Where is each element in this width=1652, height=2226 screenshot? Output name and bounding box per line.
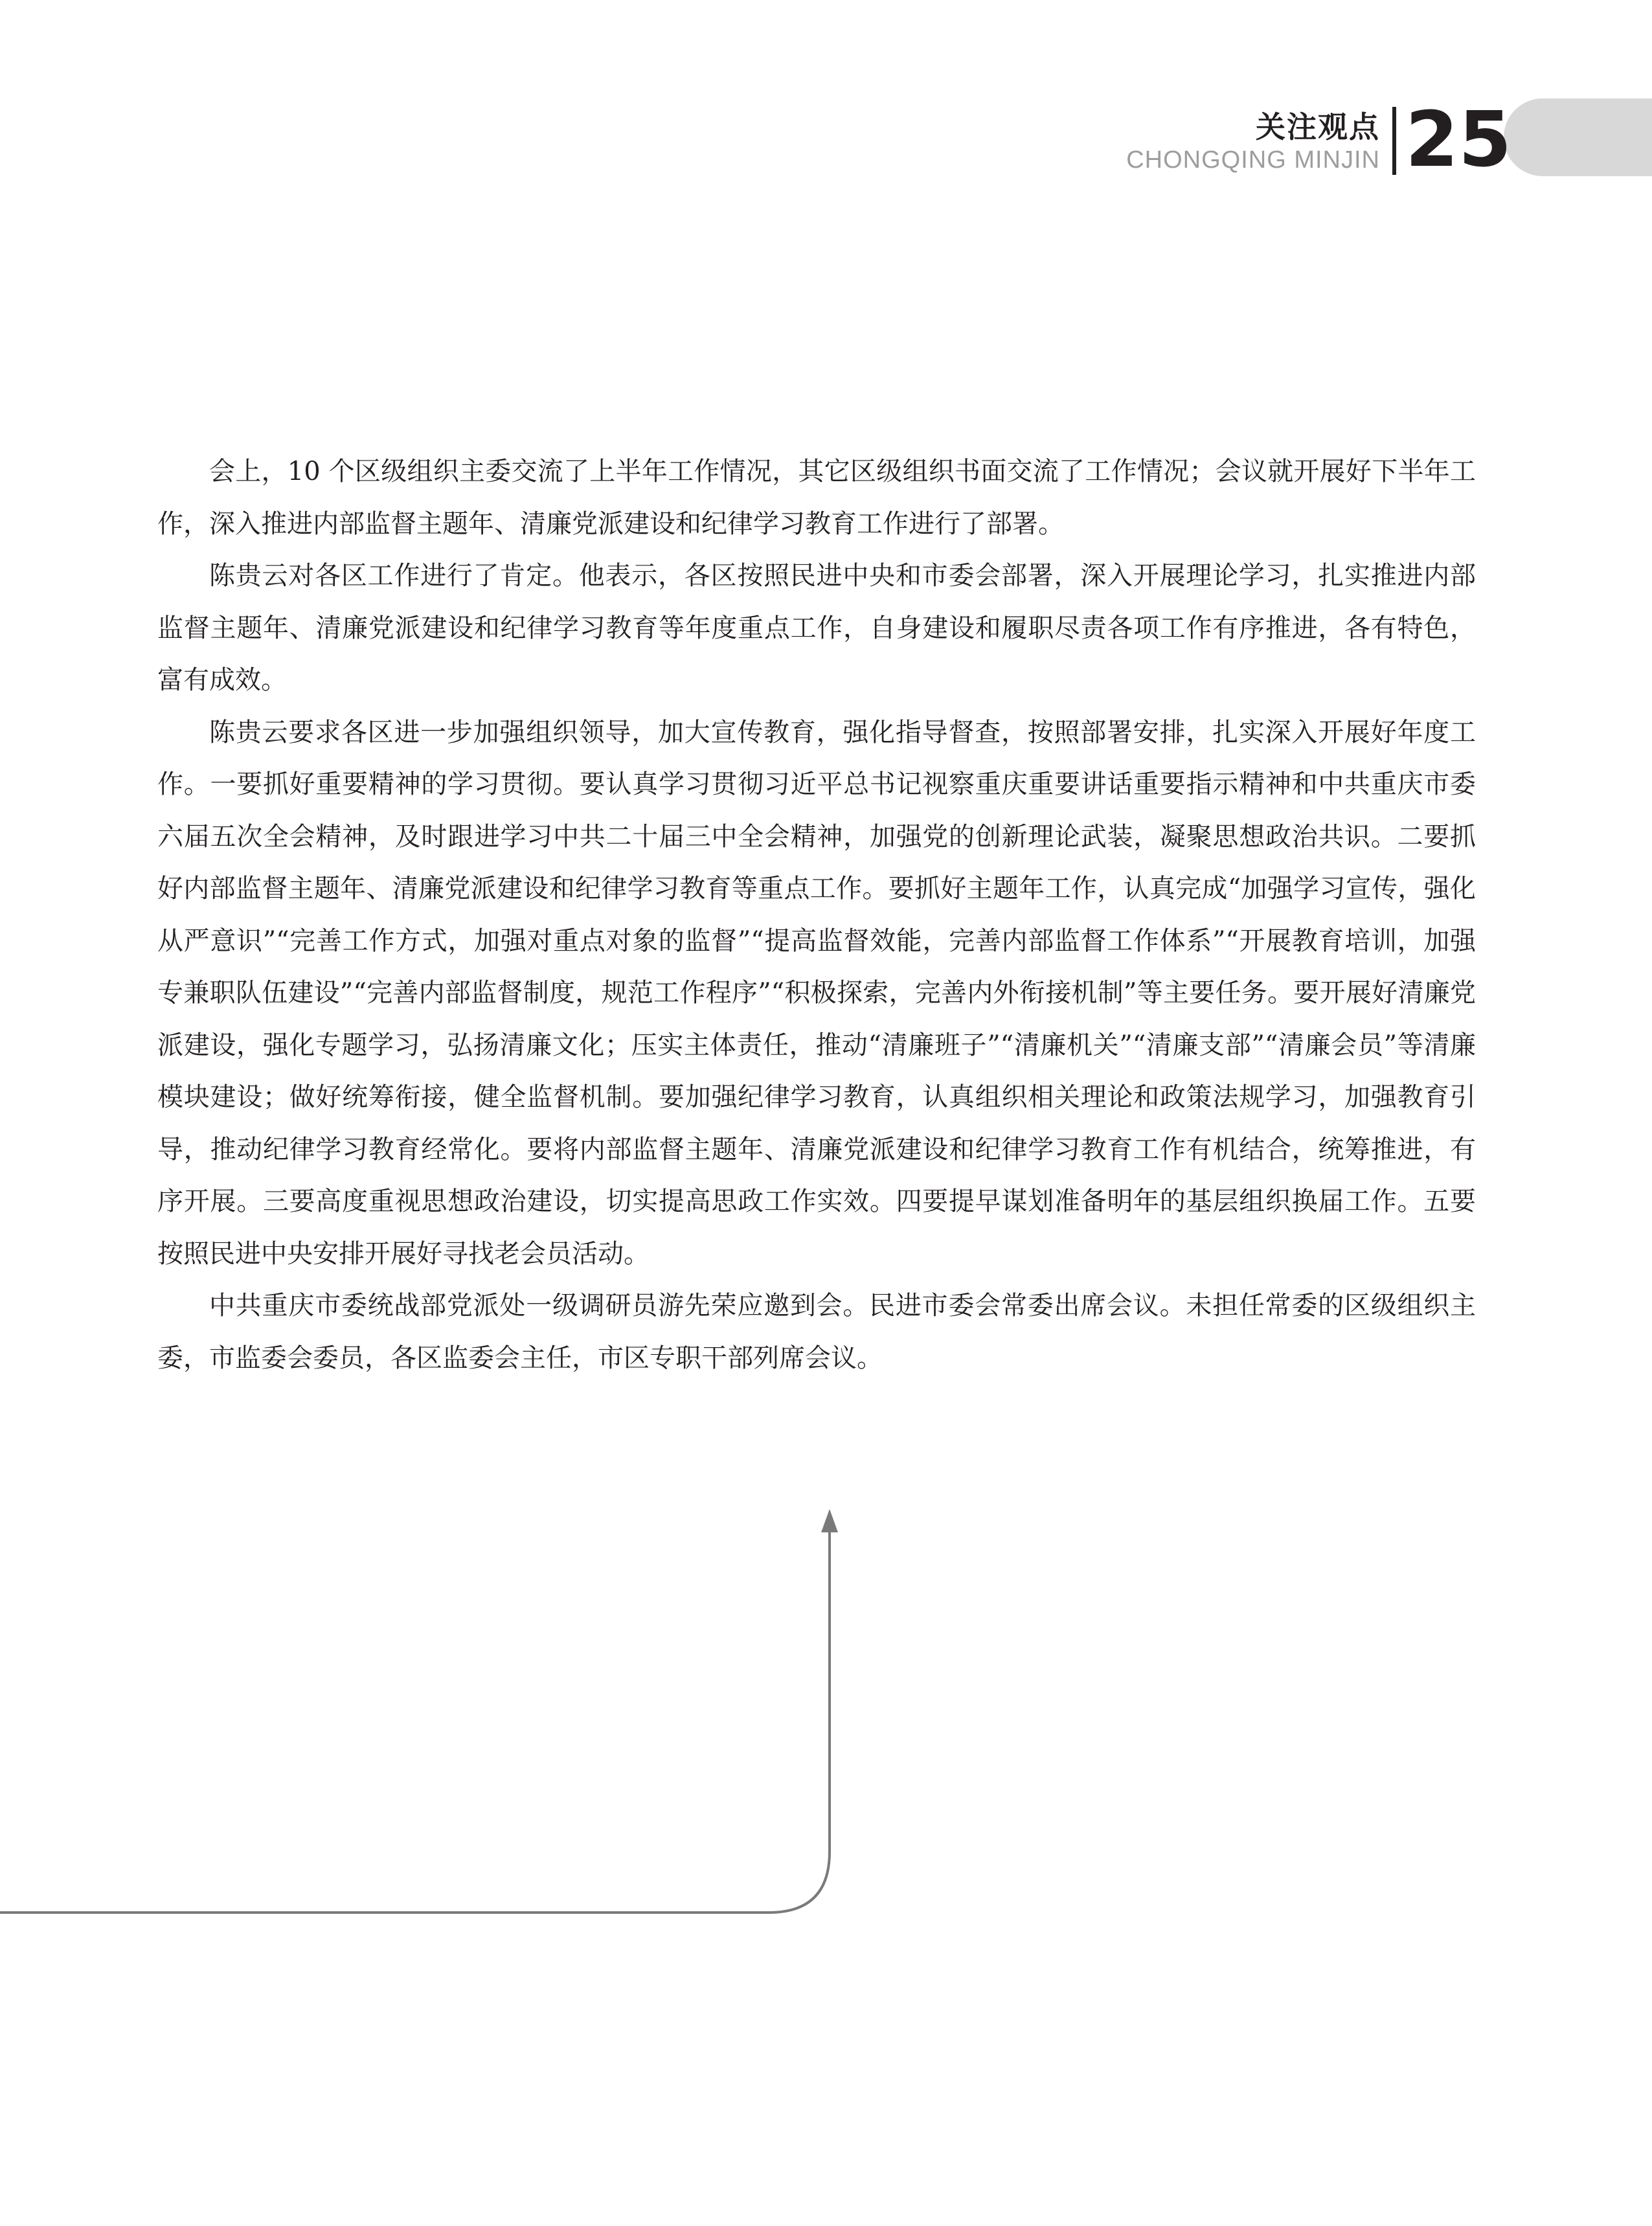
publication-name: CHONGQING MINJIN <box>1126 146 1380 174</box>
page-number: 25 <box>1405 95 1512 184</box>
decor-line-path <box>0 1530 830 1913</box>
paragraph: 会上，10 个区级组织主委交流了上半年工作情况，其它区级组织书面交流了工作情况；会议就开展好下半年工作，深入推进内部监督主题年、清廉党派建设和纪律学习教育工作进行了部署。 <box>157 457 1476 539</box>
paragraph: 陈贵云对各区工作进行了肯定。他表示，各区按照民进中央和市委会部署，深入开展理论学习，扎实推进内部监督主题年、清廉党派建设和纪律学习教育等年度重点工作，自身建设和履职尽责各项工作有序推进，各有特色，富有成效。 <box>157 561 1476 695</box>
paragraph: 陈贵云要求各区进一步加强组织领导，加大宣传教育，强化指导督查，按照部署安排，扎实深入开展好年度工作。一要抓好重要精神的学习贯彻。要认真学习贯彻习近平总书记视察重庆重要讲话重要指示精神和中共重庆市委六届五次全会精神，及时跟进学习中共二十届三中全会精神，加强党的创新理论武装，凝聚思想政治共识。二要抓好内部监督主题年、清廉党派建设和纪律学习教育等重点工作。要抓好主题年工作，认真完成“加强学习宣传，强化从严意识”“完善工作方式，加强对重点对象的监督”“提高监督效能，完善内部监督工作体系”“开展教育培训，加强专兼职队伍建设”“完善内部监督制度，规范工作程序”“积极探索，完善内外衔接机制”等主要任务。要开展好清廉党派建设，强化专题学习，弘扬清廉文化；压实主体责任，推动“清廉班子”“清廉机关”“清廉支部”“清廉会员”等清廉模块建设；做好统筹衔接，健全监督机制。要加强纪律学习教育，认真组织相关理论和政策法规学习，加强教育引导，推动纪律学习教育经常化。要将内部监督主题年、清廉党派建设和纪律学习教育工作有机结合，统筹推进，有序开展。三要高度重视思想政治建设，切实提高思政工作实效。四要提早谋划准备明年的基层组织换届工作。五要按照民进中央安排开展好寻找老会员活动。 <box>157 717 1476 1269</box>
arrow-head-icon <box>821 1509 838 1532</box>
paragraph: 中共重庆市委统战部党派处一级调研员游先荣应邀到会。民进市委会常委出席会议。未担任常委的区级组织主委，市监委会委员，各区监委会主任，市区专职干部列席会议。 <box>157 1291 1476 1373</box>
section-title: 关注观点 <box>1256 109 1380 144</box>
